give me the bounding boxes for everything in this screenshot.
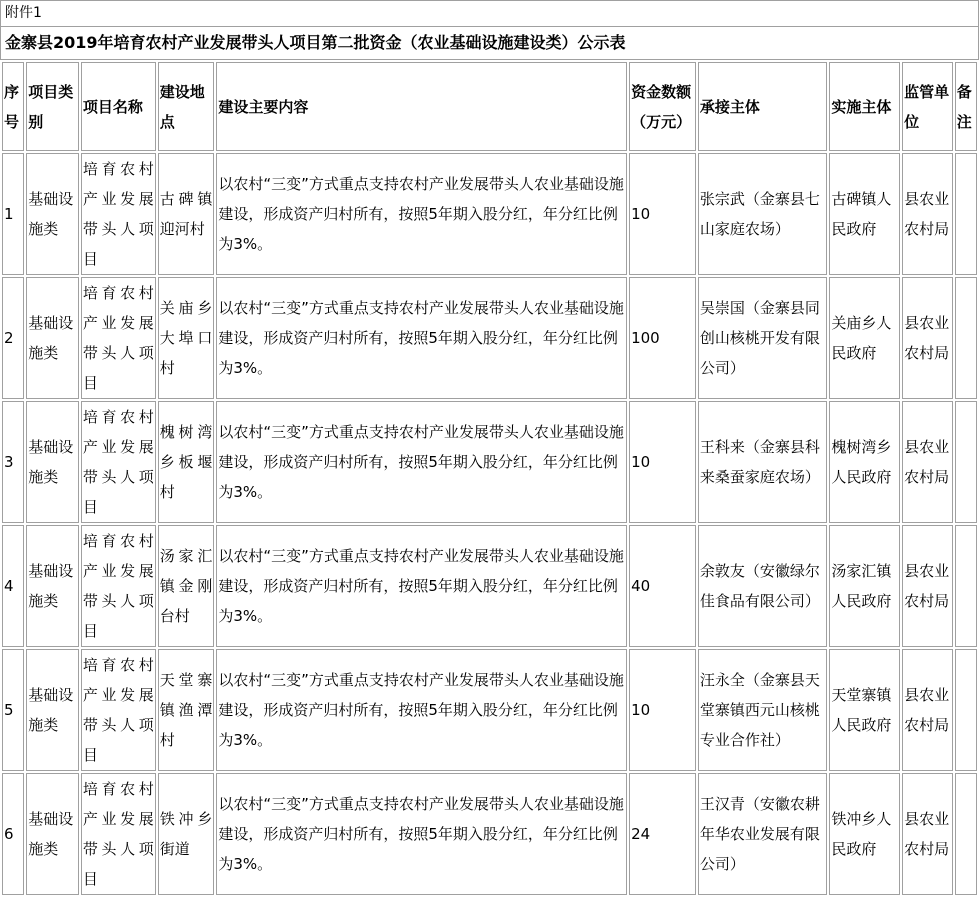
- cell-site: 汤家汇镇金刚台村: [158, 525, 215, 647]
- cell-name: 培育农村产业发展带头人项目: [81, 649, 156, 771]
- cell-implementer: 关庙乡人民政府: [829, 277, 900, 399]
- cell-content: 以农村“三变”方式重点支持农村产业发展带头人农业基础设施建设，形成资产归村所有，按照5年期入股分红，年分红比例为3%。: [216, 401, 627, 523]
- cell-implementer: 铁冲乡人民政府: [829, 773, 900, 895]
- header-name: 项目名称: [81, 62, 156, 151]
- cell-site: 关庙乡大埠口村: [158, 277, 215, 399]
- cell-name: 培育农村产业发展带头人项目: [81, 277, 156, 399]
- cell-implementer: 槐树湾乡人民政府: [829, 401, 900, 523]
- table-row: [2, 401, 977, 523]
- cell-undertaker: 吴崇国（金寨县同创山核桃开发有限公司）: [698, 277, 827, 399]
- cell-implementer: 天堂寨镇人民政府: [829, 649, 900, 771]
- cell-remark: [955, 153, 977, 275]
- header-type: 项目类别: [26, 62, 79, 151]
- cell-undertaker: 王汉青（安徽农耕年华农业发展有限公司）: [698, 773, 827, 895]
- cell-type: 基础设施类: [26, 525, 79, 647]
- cell-seq: 1: [2, 153, 24, 275]
- cell-content: 以农村“三变”方式重点支持农村产业发展带头人农业基础设施建设，形成资产归村所有，按照5年期入股分红，年分红比例为3%。: [216, 277, 627, 399]
- cell-content: 以农村“三变”方式重点支持农村产业发展带头人农业基础设施建设，形成资产归村所有，按照5年期入股分红，年分红比例为3%。: [216, 153, 627, 275]
- header-supervisor: 监管单位: [902, 62, 953, 151]
- cell-type: 基础设施类: [26, 649, 79, 771]
- table-title: 金寨县2019年培育农村产业发展带头人项目第二批资金（农业基础设施建设类）公示表: [0, 26, 979, 60]
- cell-undertaker: 余敦友（安徽绿尔佳食品有限公司）: [698, 525, 827, 647]
- cell-implementer: 古碑镇人民政府: [829, 153, 900, 275]
- table-row: [2, 773, 977, 895]
- cell-remark: [955, 401, 977, 523]
- cell-supervisor: 县农业农村局: [902, 153, 953, 275]
- table-header-row: [2, 62, 977, 151]
- cell-remark: [955, 525, 977, 647]
- cell-undertaker: 汪永全（金寨县天堂寨镇西元山核桃专业合作社）: [698, 649, 827, 771]
- cell-seq: 6: [2, 773, 24, 895]
- cell-type: 基础设施类: [26, 277, 79, 399]
- table-row: [2, 525, 977, 647]
- cell-remark: [955, 277, 977, 399]
- header-undertaker: 承接主体: [698, 62, 827, 151]
- announcement-table: [0, 60, 979, 897]
- table-row: [2, 277, 977, 399]
- cell-type: 基础设施类: [26, 401, 79, 523]
- cell-amount: 24: [629, 773, 696, 895]
- cell-content: 以农村“三变”方式重点支持农村产业发展带头人农业基础设施建设，形成资产归村所有，按照5年期入股分红，年分红比例为3%。: [216, 773, 627, 895]
- cell-implementer: 汤家汇镇人民政府: [829, 525, 900, 647]
- cell-supervisor: 县农业农村局: [902, 401, 953, 523]
- cell-site: 铁冲乡街道: [158, 773, 215, 895]
- cell-site: 槐树湾乡板堰村: [158, 401, 215, 523]
- header-implementer: 实施主体: [829, 62, 900, 151]
- cell-amount: 10: [629, 401, 696, 523]
- cell-name: 培育农村产业发展带头人项目: [81, 153, 156, 275]
- cell-supervisor: 县农业农村局: [902, 277, 953, 399]
- table-row: [2, 649, 977, 771]
- cell-supervisor: 县农业农村局: [902, 773, 953, 895]
- header-amount: 资金数额（万元）: [629, 62, 696, 151]
- cell-site: 天堂寨镇渔潭村: [158, 649, 215, 771]
- cell-amount: 40: [629, 525, 696, 647]
- cell-supervisor: 县农业农村局: [902, 525, 953, 647]
- cell-amount: 100: [629, 277, 696, 399]
- cell-content: 以农村“三变”方式重点支持农村产业发展带头人农业基础设施建设，形成资产归村所有，按照5年期入股分红，年分红比例为3%。: [216, 525, 627, 647]
- cell-amount: 10: [629, 153, 696, 275]
- header-seq: 序号: [2, 62, 24, 151]
- cell-seq: 2: [2, 277, 24, 399]
- header-content: 建设主要内容: [216, 62, 627, 151]
- cell-name: 培育农村产业发展带头人项目: [81, 773, 156, 895]
- cell-supervisor: 县农业农村局: [902, 649, 953, 771]
- attachment-label: 附件1: [0, 0, 979, 26]
- table-row: [2, 153, 977, 275]
- cell-site: 古碑镇迎河村: [158, 153, 215, 275]
- cell-undertaker: 张宗武（金寨县七山家庭农场）: [698, 153, 827, 275]
- cell-name: 培育农村产业发展带头人项目: [81, 525, 156, 647]
- header-site: 建设地点: [158, 62, 215, 151]
- cell-type: 基础设施类: [26, 773, 79, 895]
- cell-seq: 5: [2, 649, 24, 771]
- cell-name: 培育农村产业发展带头人项目: [81, 401, 156, 523]
- cell-remark: [955, 773, 977, 895]
- cell-amount: 10: [629, 649, 696, 771]
- cell-type: 基础设施类: [26, 153, 79, 275]
- cell-content: 以农村“三变”方式重点支持农村产业发展带头人农业基础设施建设，形成资产归村所有，按照5年期入股分红，年分红比例为3%。: [216, 649, 627, 771]
- cell-remark: [955, 649, 977, 771]
- cell-seq: 3: [2, 401, 24, 523]
- header-remark: 备注: [955, 62, 977, 151]
- cell-undertaker: 王科来（金寨县科来桑蚕家庭农场）: [698, 401, 827, 523]
- cell-seq: 4: [2, 525, 24, 647]
